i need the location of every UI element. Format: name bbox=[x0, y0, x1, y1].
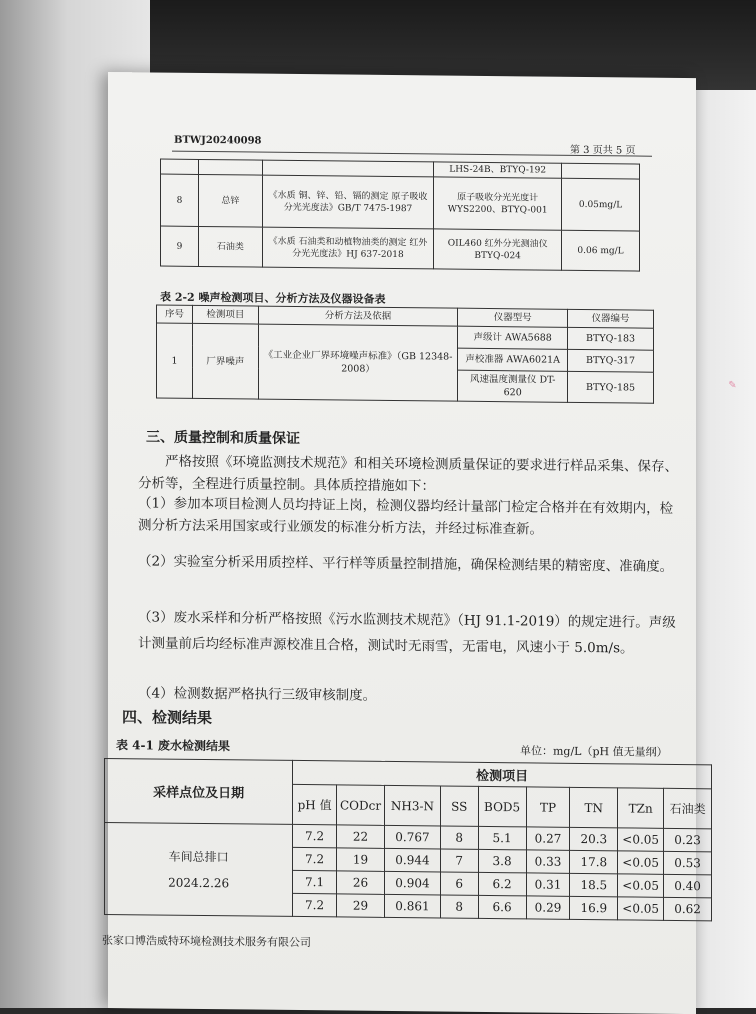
table-cell: 厂界噪声 bbox=[192, 323, 258, 399]
table-header-row bbox=[105, 758, 712, 788]
table-row bbox=[161, 174, 640, 231]
section3-title: 三、质量控制和质量保证 bbox=[146, 429, 300, 448]
qc-item-3: （3）废水采样和分析严格按照《污水监测技术规范》（HJ 91.1-2019）的规定进行。声级计测量前后均经标准声源校准且合格，测试时无雨雪，无雷电，风速小于 5.0m/s。 bbox=[138, 609, 676, 657]
table-cell: 总锌 bbox=[198, 174, 262, 227]
table-cell: 风速温度测量仪 DT-620 bbox=[458, 370, 568, 402]
table-cell bbox=[562, 163, 640, 179]
handwritten-mark: ✎ bbox=[727, 380, 738, 391]
table-cell: 8 bbox=[161, 174, 199, 226]
column-header: 石油类 bbox=[664, 788, 712, 829]
table-cell: 0.62 bbox=[664, 897, 712, 921]
column-header: 分析方法及依据 bbox=[258, 306, 458, 326]
column-header: SS bbox=[440, 786, 478, 826]
table-cell: 8 bbox=[440, 826, 478, 849]
table-cell: 0.40 bbox=[664, 874, 712, 898]
table-cell bbox=[161, 159, 199, 174]
table-cell: <0.05 bbox=[618, 828, 664, 851]
table-cell: LHS-24B、BTYQ-192 bbox=[434, 162, 562, 178]
table-cell: 《工业企业厂界环境噪声标准》（GB 12348-2008） bbox=[258, 324, 458, 401]
table-cell: 《水质 石油类和动植物油类的测定 红外分光光度法》HJ 637-2018 bbox=[262, 227, 434, 269]
column-header-group: 检测项目 bbox=[293, 760, 712, 788]
page-indicator: 第 3 页共 5 页 bbox=[570, 144, 636, 157]
column-header: CODcr bbox=[336, 785, 384, 826]
table-cell: BTYQ-317 bbox=[568, 349, 654, 372]
table-cell: 6.6 bbox=[478, 895, 526, 919]
table-cell: 0.53 bbox=[664, 851, 712, 875]
column-header: TN bbox=[570, 787, 618, 828]
section4-title: 四、检测结果 bbox=[122, 708, 213, 728]
table-cell: OIL460 红外分光测油仪 BTYQ-024 bbox=[434, 229, 562, 270]
table-cell: 7.2 bbox=[293, 847, 337, 870]
table-cell: BTYQ-183 bbox=[568, 327, 654, 350]
table-cell: 0.861 bbox=[385, 894, 441, 918]
column-header: 仪器型号 bbox=[458, 308, 568, 327]
table-cell bbox=[198, 159, 262, 175]
column-header: 仪器编号 bbox=[568, 309, 654, 328]
table-cell: 22 bbox=[336, 825, 384, 849]
table41-unit: 单位：mg/L（pH 值无量纲） bbox=[520, 744, 668, 759]
table-cell: 0.05mg/L bbox=[562, 178, 640, 231]
table-cell: 0.944 bbox=[385, 848, 441, 872]
method-table-continued bbox=[160, 159, 640, 272]
column-header: BOD5 bbox=[478, 786, 526, 827]
table-cell: 0.767 bbox=[385, 825, 441, 849]
noise-method-table bbox=[156, 305, 654, 404]
table-cell: 石油类 bbox=[198, 226, 262, 267]
table-cell: 16.9 bbox=[570, 896, 618, 920]
table-cell: 29 bbox=[336, 894, 384, 918]
table-cell: <0.05 bbox=[618, 851, 664, 874]
table-cell: 声校准器 AWA6021A bbox=[458, 348, 568, 371]
qc-item-1: （1）参加本项目检测人员均持证上岗，检测仪器均经计量部门检定合格并在有效期内，检测分析方法采用国家或行业颁发的标准分析方法，并经过标准查新。 bbox=[138, 495, 674, 538]
table-cell: 0.33 bbox=[526, 850, 570, 873]
table-row bbox=[157, 323, 654, 350]
document-page bbox=[102, 72, 706, 1014]
table-cell: 7.2 bbox=[293, 893, 337, 916]
table-cell: 《水质 铜、锌、铅、镉的测定 原子吸收分光光度法》GB/T 7475-1987 bbox=[262, 175, 434, 229]
table-cell: 17.8 bbox=[570, 850, 618, 874]
sample-date: 2024.2.26 bbox=[168, 875, 230, 890]
table-cell: 18.5 bbox=[570, 873, 618, 897]
table-cell: 原子吸收分光光度计 WYS2200、BTYQ-001 bbox=[434, 177, 562, 230]
table-cell: 19 bbox=[336, 848, 384, 872]
table-cell: 0.29 bbox=[526, 896, 570, 919]
table-cell: 7.2 bbox=[293, 824, 337, 847]
table-cell: 9 bbox=[161, 226, 199, 266]
table-cell: 7 bbox=[440, 849, 478, 872]
table-cell: 声级计 AWA5688 bbox=[458, 326, 568, 349]
table-cell: 6.2 bbox=[478, 872, 526, 896]
table-cell: 1 bbox=[157, 323, 193, 398]
table-cell: 0.23 bbox=[664, 828, 712, 852]
column-header: NH3-N bbox=[385, 785, 441, 826]
table-cell: 26 bbox=[336, 871, 384, 895]
column-header-site: 采样点位及日期 bbox=[105, 758, 293, 824]
table41-caption: 表 4-1 废水检测结果 bbox=[116, 738, 231, 754]
wastewater-results-table bbox=[104, 758, 712, 921]
table-row bbox=[161, 226, 640, 271]
site-name: 车间总排口 bbox=[168, 849, 229, 864]
company-footer: 张家口博浩威特环境检测技术服务有限公司 bbox=[102, 933, 311, 950]
sampling-site-cell bbox=[105, 822, 293, 916]
table-cell: 5.1 bbox=[478, 826, 526, 850]
column-header: TP bbox=[526, 787, 570, 827]
table-cell: 7.1 bbox=[293, 870, 337, 893]
column-header: pH 值 bbox=[293, 784, 337, 824]
table2-caption: 表 2-2 噪声检测项目、分析方法及仪器设备表 bbox=[160, 290, 386, 306]
report-code: BTWJ20240098 bbox=[174, 134, 262, 147]
table-cell: BTYQ-185 bbox=[568, 371, 654, 403]
table-cell: 20.3 bbox=[570, 827, 618, 851]
table-cell: <0.05 bbox=[618, 897, 664, 920]
table-cell: 8 bbox=[440, 895, 478, 918]
column-header: 序号 bbox=[157, 305, 193, 323]
table-cell: 6 bbox=[440, 872, 478, 895]
table-cell: 0.31 bbox=[526, 873, 570, 896]
qc-item-2: （2）实验室分析采用质控样、平行样等质量控制措施，确保检测结果的精密度、准确度。 bbox=[138, 553, 674, 575]
table-cell: 3.8 bbox=[478, 849, 526, 873]
table-cell: 0.27 bbox=[526, 827, 570, 850]
table-cell: 0.06 mg/L bbox=[562, 230, 640, 271]
column-header: TZn bbox=[618, 788, 664, 828]
column-header: 检测项目 bbox=[192, 305, 258, 324]
table-cell: 0.904 bbox=[385, 871, 441, 895]
section3-intro: 严格按照《环境监测技术规范》和相关环境检测质量保证的要求进行样品采集、保存、分析等，全程进行质量控制。具体质控措施如下： bbox=[138, 453, 678, 495]
qc-item-4: （4）检测数据严格执行三级审核制度。 bbox=[138, 685, 377, 704]
table-cell: <0.05 bbox=[618, 874, 664, 897]
